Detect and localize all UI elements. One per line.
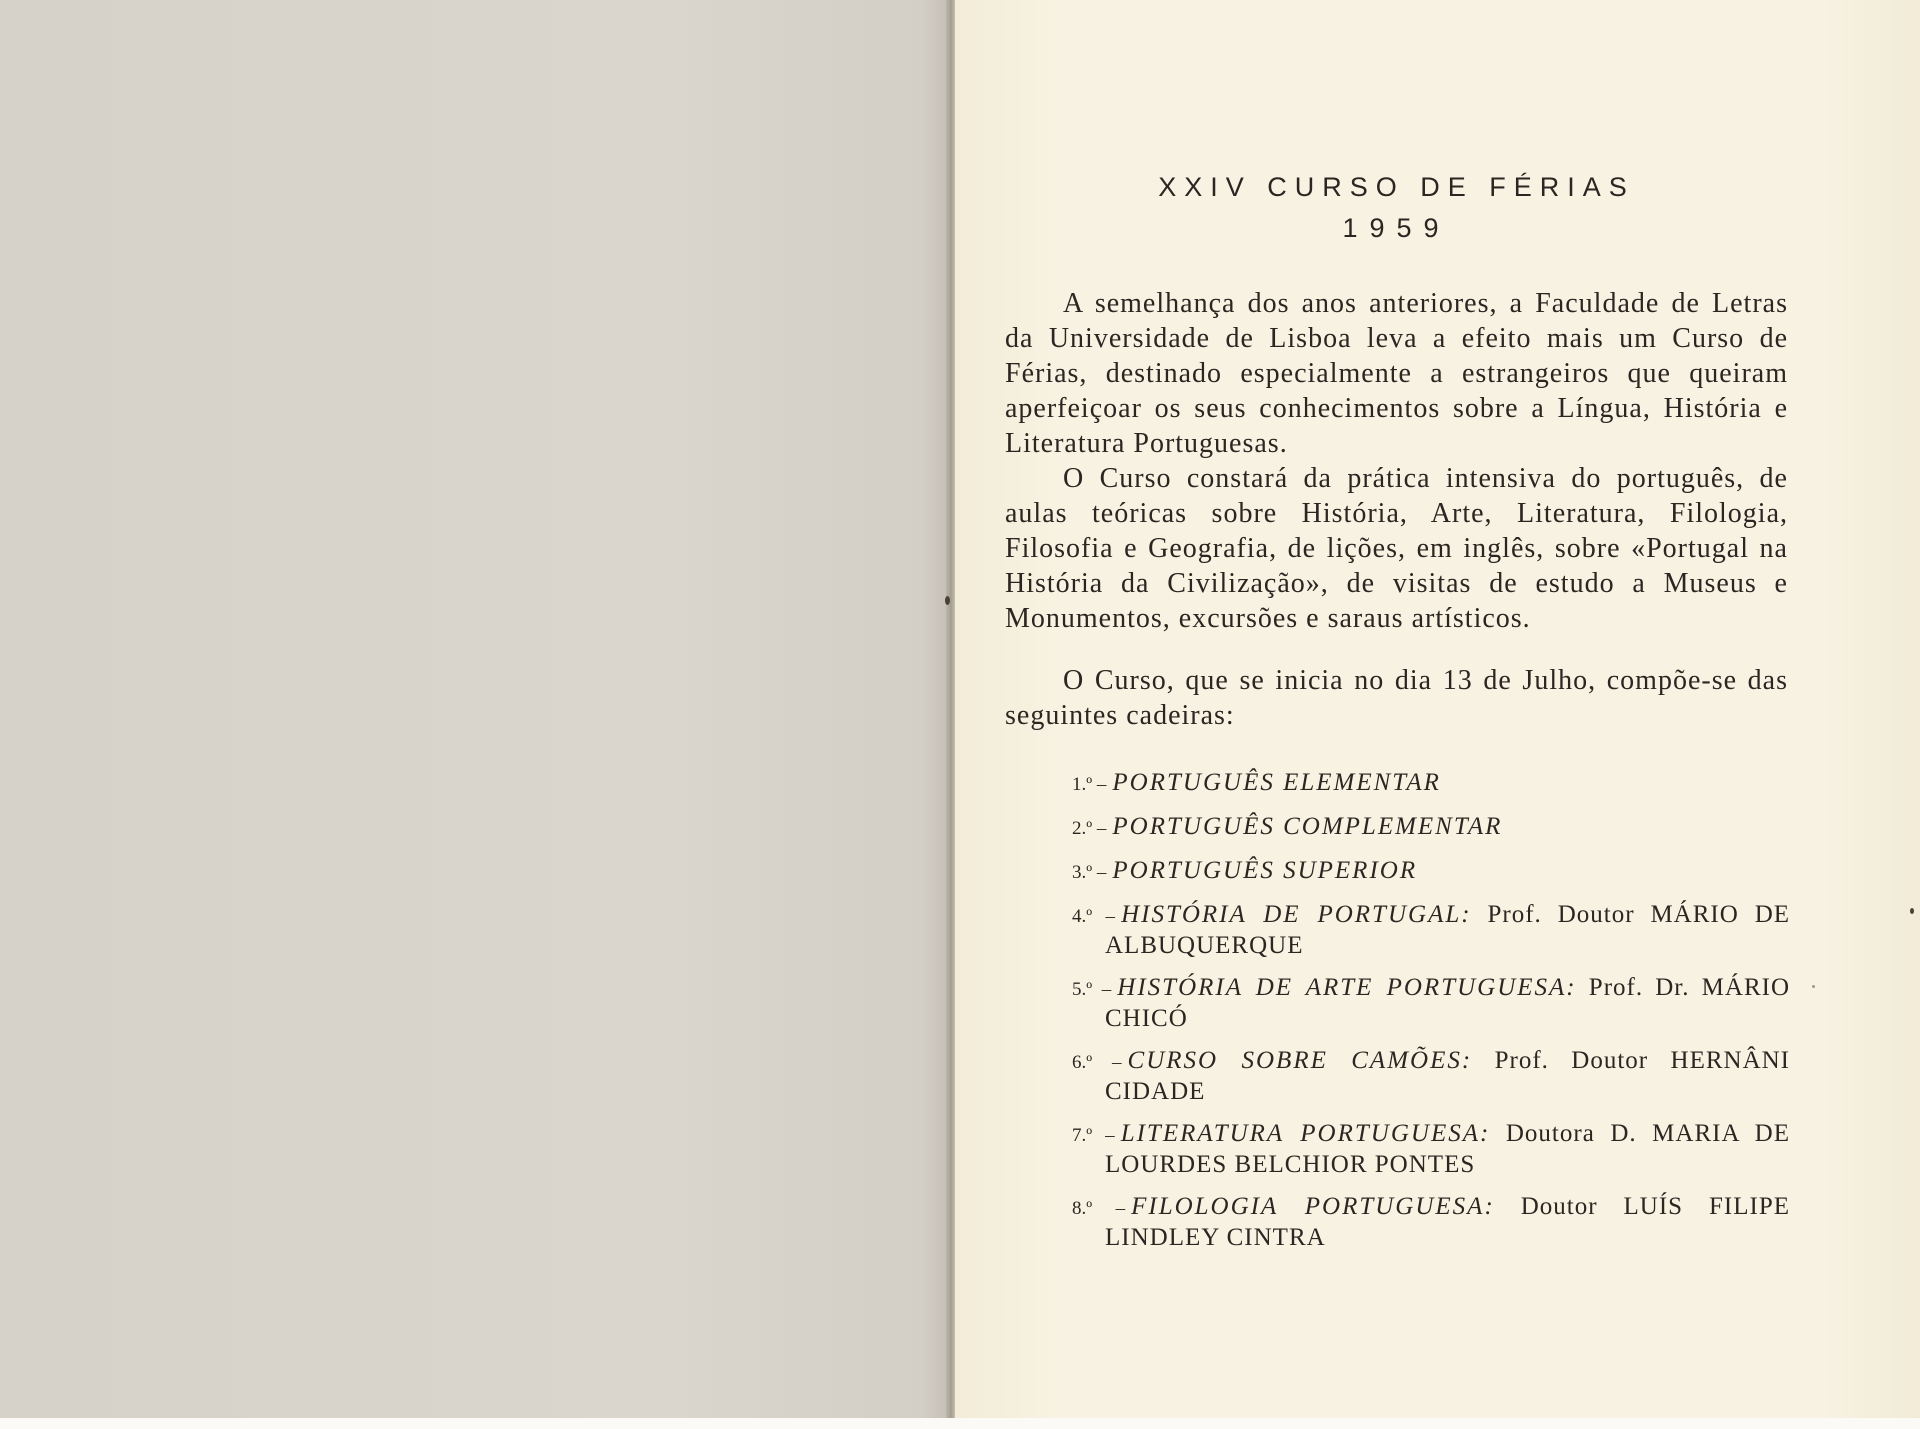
course-name: PORTUGUÊS SUPERIOR (1112, 857, 1418, 884)
course-item (1072, 1119, 1790, 1179)
course-number: 7.º – (1072, 1125, 1115, 1146)
course-name: CURSO SOBRE CAMÕES: (1127, 1047, 1473, 1074)
course-number: 5.º – (1072, 979, 1112, 1000)
course-item (1072, 768, 1790, 799)
course-item (1072, 812, 1790, 843)
course-name: FILOLOGIA PORTUGUESA: (1131, 1193, 1495, 1220)
course-number: 8.º – (1072, 1198, 1126, 1219)
course-name: HISTÓRIA DE ARTE PORTUGUESA: (1117, 974, 1577, 1001)
paper-speck (1812, 985, 1815, 988)
course-year: 1959 (1342, 213, 1451, 243)
paper-speck (1910, 908, 1914, 914)
course-teacher: Prof. Doutor HERNÂNI CIDADE (1105, 1047, 1791, 1105)
subjects-intro-paragraph: O Curso, que se inicia no dia 13 de Julho, compõe-se das seguintes cadeiras: (1005, 665, 1788, 731)
course-number: 4.º – (1072, 906, 1116, 927)
course-teacher: Doutor LUÍS FILIPE LINDLEY CINTRA (1105, 1193, 1790, 1251)
course-list (1072, 768, 1790, 1252)
course-item (1072, 1046, 1790, 1106)
course-item (1072, 856, 1790, 887)
page-content (1005, 170, 1791, 1265)
course-name: PORTUGUÊS ELEMENTAR (1112, 769, 1441, 796)
blank-left-page (0, 0, 950, 1429)
course-teacher: Prof. Doutor MÁRIO DE ALBUQUERQUE (1105, 901, 1791, 959)
course-number: 2.º – (1072, 818, 1107, 839)
scan-border (0, 1418, 1920, 1429)
course-item (1072, 1192, 1790, 1252)
course-name: HISTÓRIA DE PORTUGAL: (1121, 901, 1472, 928)
intro-paragraph: A semelhança dos anos anteriores, a Faculdade de Letras da Universidade de Lisboa leva a efeito mais um Curso de Férias, destinado especialmente a estrangeiros que queiram aperfeiçoar os seus conhecimentos sobre a Língua, História e Literatura Portuguesas. (1005, 288, 1788, 459)
course-item (1072, 900, 1790, 960)
course-number: 6.º – (1072, 1052, 1122, 1073)
course-item (1072, 973, 1790, 1033)
course-teacher: Prof. Dr. MÁRIO CHICÓ (1105, 974, 1790, 1032)
course-number: 1.º – (1072, 774, 1107, 795)
page-title: XXIV CURSO DE FÉRIAS (1158, 172, 1635, 202)
course-teacher: Doutora D. MARIA DE LOURDES BELCHIOR PONTES (1105, 1120, 1790, 1178)
paper-speck (945, 596, 950, 605)
course-content-paragraph: O Curso constará da prática intensiva do português, de aulas teóricas sobre História, Arte, Literatura, Filologia, Filosofia e Geografia, de lições, em inglês, sobre «Portugal na História da Civilização», de visitas de estudo a Museus e Monumentos, excursões e saraus artísticos. (1005, 463, 1788, 634)
course-name: PORTUGUÊS COMPLEMENTAR (1112, 813, 1503, 840)
course-number: 3.º – (1072, 862, 1107, 883)
course-name: LITERATURA PORTUGUESA: (1120, 1120, 1491, 1147)
